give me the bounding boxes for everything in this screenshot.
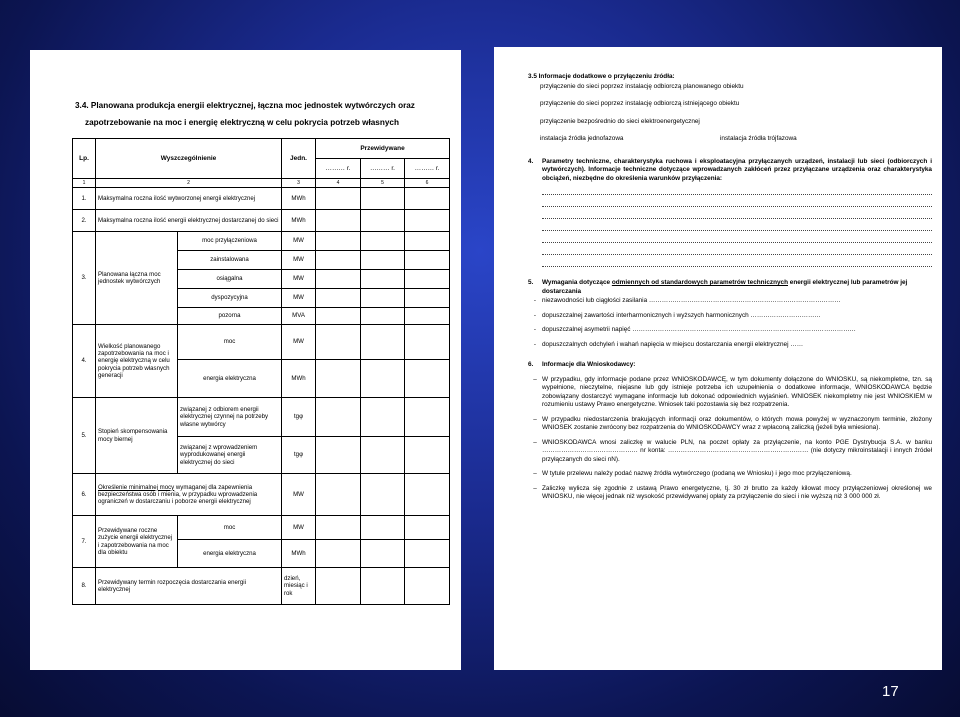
table-row: energia elektryczna MWh xyxy=(73,540,450,568)
col-number: 4 xyxy=(316,179,361,188)
info-paragraph: W tytule przelewu należy podać nazwę źródła wytwórczego (podaną we Wniosku) i jego moc przyłączeniową. xyxy=(542,470,852,477)
right-page-content: 3.5 Informacje dodatkowe o przyłączeniu źródła: przyłączenie do sieci poprzez instalację odbiorczą planowanego obiektu przyłączenie do sieci poprzez instalację odbiorczą istniejącego obiektu przyłączenie bezpośrednio do sieci elektroenergetycznej instalacja źródła jednofazowa instalacja źródła trójfazowa 4. Parametry techniczne, charakterystyka ruchowa i eksploatacyjna przyłączanych urządzeń, instalacji lub sieci (odbiorczych i wytwórczych). Informacje techniczne dotyczące wprowadzanych zakłóceń przez przyłączane urządzenia oraz charakterystyka obciążeń, niezbędne do określenia warunków przyłączenia: 5. Wymagania dotyczące odmiennych od standardowych parametrów technicznych energii elektrycznej lub parametrów jej dostarczania - niezawodności lub ciągłości zasilania ……………………………………………………………………………… - dopuszczalnej zawartości interharmonicznych i wyższych harmonicznych …………………………… - dopuszczalnej asymetrii napięć …………………………………………………………………………………………… - dopuszczalnych odchyleń i wahań napięcia w miejscu dostarczania energii elektrycznej …… 6. Informacje dla Wnioskodawcy: – W przypadku, gdy informacje podane przez WNIOSKODAWCĘ, w tym dokumenty dołączone do WNIOSKU, są niekompletne, tzn. są wypełnione, nieczytelne, niejasne lub gdy istnieje potrzeba ich uzupełnienia o dodatkowe informacje, WNIOSKODAWCA będzie zobowiązany dostarczyć wymagane informacje lub dokonać odpowiednich wyjaśnień. WNIOSEK niekompletny nie jest WNIOSKIEM w rozumieniu ustawy Prawo energetyczne. Wniosek taki pozostawia się bez rozpatrzenia. – W przypadku niedostarczenia brakujących informacji oraz dokumentów, o których mowa powyżej w wyznaczonym terminie, złożony WNIOSEK zostanie zwrócony bez rozpatrzenia do WNIOSKODAWCY wraz z wpłaconą zaliczką (jeżeli była wniesiona). – WNIOSKODAWCA wnosi zaliczkę w walucie PLN, na poczet opłaty za przyłączenie, na konto PGE Dystrybucja S.A. w banku ……………………………………… nr konta: ………………………………………………………… (nie dotyczy mikroinstalacji i innych źródeł przyłączanych do sieci nN). – W tytule przelewu należy podać nazwę źródła wytwórczego (podaną we Wniosku) i jego moc przyłączeniową. – Zaliczkę wylicza się zgodnie z ustawą Prawo energetyczne, tj. 30 zł brutto za każdy kilowat mocy przyłączeniowej określonej we WNIOSKU, nie więcej jednak niż wysokość przewidywanej opłaty za przyłączenie do sieci i nie wyższą niż 3 000 000 zł. xyxy=(528,73,932,500)
col-number: 2 xyxy=(96,179,282,188)
col-number: 3 xyxy=(282,179,316,188)
list-item: dopuszczalnych odchyleń i wahań napięcia w miejscu dostarczania energii elektrycznej …… xyxy=(542,340,804,348)
dotted-line xyxy=(542,183,932,195)
dotted-line xyxy=(542,255,932,267)
dotted-line xyxy=(542,243,932,255)
table-row: energia elektryczna MWh xyxy=(73,360,450,398)
list-item: dopuszczalnej asymetrii napięć …………………………………………………………………………………………… xyxy=(542,326,856,333)
info-paragraph: WNIOSKODAWCA wnosi zaliczkę w walucie PLN, na poczet opłaty za przyłączenie, na konto PGE Dystrybucja S.A. w banku ……………………………………… nr konta: ………………………………………………………… (nie dotyczy mikroinstalacji i innych źródeł przyłączanych do sieci nN). xyxy=(542,438,932,463)
header-forecast: Przewidywane xyxy=(316,139,450,159)
table-row: 5. Stopień skompensowania mocy biernej związanej z odbiorem energii elektrycznej czynnej na potrzeby własne wytwórcy tgφ xyxy=(73,398,450,437)
header-desc: Wyszczególnienie xyxy=(96,139,282,179)
info-paragraph: W przypadku niedostarczenia brakujących informacji oraz dokumentów, o których mowa powyżej w wyznaczonym terminie, złożony WNIOSEK zostanie zwrócony bez rozpatrzenia do WNIOSKODAWCY wraz z wpłaconą zaliczką (jeżeli była wniesiona). xyxy=(542,415,932,431)
year-col: ……… r. xyxy=(405,159,450,179)
col-number: 6 xyxy=(405,179,450,188)
section-4: 4. Parametry techniczne, charakterystyka ruchowa i eksploatacyjna przyłączanych urządzeń, instalacji lub sieci (odbiorczych i wytwórczych). Informacje techniczne dotyczące wprowadzanych zakłóceń przez przyłączane urządzenia oraz charakterystyka obciążeń, niezbędne do określenia warunków przyłączenia: xyxy=(528,157,932,182)
list-item: dopuszczalnej zawartości interharmonicznych i wyższych harmonicznych …………………………… xyxy=(542,311,821,319)
table-row: zainstalowana MW xyxy=(73,251,450,270)
section-3-5-title: 3.5 Informacje dodatkowe o przyłączeniu źródła: xyxy=(528,73,675,80)
col-number: 1 xyxy=(73,179,96,188)
dotted-line xyxy=(542,231,932,243)
year-col: ……… r. xyxy=(316,159,361,179)
year-col: ……… r. xyxy=(361,159,405,179)
table-row: osiągalna MW xyxy=(73,270,450,289)
header-unit: Jedn. xyxy=(282,139,316,179)
table-row: 1. Maksymalna roczna ilość wytworzonej energii elektrycznej MWh xyxy=(73,188,450,210)
info-paragraph: Zaliczkę wylicza się zgodnie z ustawą Prawo energetyczne, tj. 30 zł brutto za każdy kilowat mocy przyłączeniowej określonej we WNIOSKU, nie więcej jednak niż wysokość przewidywanej opłaty za przyłączenie do sieci i nie wyższą niż 3 000 000 zł. xyxy=(542,484,932,500)
table-row: dyspozycyjna MW xyxy=(73,289,450,308)
table-row: 7. Przewidywane roczne zużycie energii elektrycznej i zapotrzebowania na moc dla obiektu moc MW xyxy=(73,516,450,540)
table-row: 6. Określenie minimalnej mocy wymaganej dla zapewnienia bezpieczeństwa osób i mienia, w przypadku wprowadzenia ograniczeń w dostarczaniu i poborze energii elektrycznej MW xyxy=(73,474,450,516)
table-row: pozorna MVA xyxy=(73,308,450,325)
dotted-line xyxy=(542,219,932,231)
slide-number: 17 xyxy=(882,683,899,700)
dotted-line xyxy=(542,207,932,219)
section-5: 5. Wymagania dotyczące odmiennych od standardowych parametrów technicznych energii elektrycznej lub parametrów jej dostarczania xyxy=(528,279,908,295)
table-row: 4. Wielkość planowanego zapotrzebowania na moc i energię elektryczną w celu pokrycia potrzeb własnych generacji moc MW xyxy=(73,325,450,360)
right-document-page xyxy=(494,47,942,670)
table-row: 2. Maksymalna roczna ilość energii elektrycznej dostarczanej do sieci MWh xyxy=(73,210,450,232)
section-3-4-title: 3.4. Planowana produkcja energii elektrycznej, łączna moc jednostek wytwórczych oraz zapotrzebowanie na moc i energię elektryczną w celu pokrycia potrzeb własnych xyxy=(75,101,415,127)
info-paragraph: W przypadku, gdy informacje podane przez WNIOSKODAWCĘ, w tym dokumenty dołączone do WNIOSKU, są niekompletne, tzn. są wypełnione, nieczytelne, niejasne lub gdy istnieje potrzeba ich uzupełnienia o dodatkowe informacje, WNIOSKODAWCA będzie zobowiązany dostarczyć wymagane informacje lub dokonać odpowiednich wyjaśnień. WNIOSEK niekompletny nie jest WNIOSKIEM w rozumieniu ustawy Prawo energetyczne. Wniosek taki pozostawia się bez rozpatrzenia. xyxy=(542,375,932,408)
list-item: niezawodności lub ciągłości zasilania ……………………………………………………………………………… xyxy=(542,297,841,304)
table-row: 8. Przewidywany termin rozpoczęcia dostarczania energii elektrycznej dzień, miesiąc i rok xyxy=(73,568,450,605)
production-table xyxy=(72,138,450,605)
section-6: 6. Informacje dla Wnioskodawcy: xyxy=(528,361,636,368)
table-row: związanej z wprowadzeniem wyprodukowanej energii elektrycznej do sieci tgφ xyxy=(73,437,450,474)
header-lp: Lp. xyxy=(73,139,96,179)
table-row: 3. Planowana łączna moc jednostek wytwórczych moc przyłączeniowa MW xyxy=(73,232,450,251)
col-number: 5 xyxy=(361,179,405,188)
left-document-page xyxy=(30,50,461,670)
dotted-line xyxy=(542,195,932,207)
